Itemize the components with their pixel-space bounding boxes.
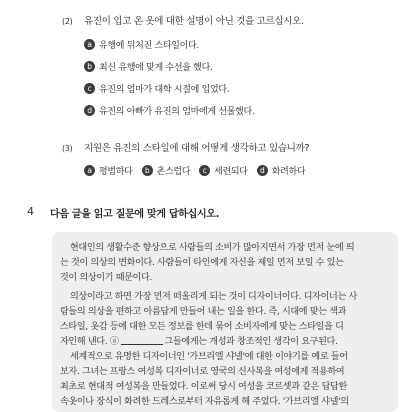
passage-line: 람들의 의상을 편하고 아름답게 만들어 내는 일을 한다. 즉, 시대에 맞는 색과 (60, 307, 347, 317)
option-marker-b: b (142, 165, 153, 176)
passage-line: 최초로 현대적 여성복을 만들었다. 이로써 당시 여성을 코르셋과 같은 답답한 (60, 382, 347, 392)
option-text: 유진의 아빠가 유진의 엄마에게 선물했다. (99, 107, 255, 117)
passage-line: 것이 의상이기 때문이다. (60, 273, 152, 283)
passage-text: 그들에게는 개성과 창조적인 생각이 요구된다. (164, 337, 338, 347)
question-2-number: (2) (62, 17, 73, 26)
answer-blank (121, 336, 163, 345)
passage-line: 세계적으로 유명한 디자이너인 '가브리엘 샤넬'에 대한 이야기를 예로 들어 (70, 352, 348, 362)
option-text: 화려하다 (271, 167, 306, 177)
question-2 (62, 13, 304, 27)
q3-option-d[interactable] (257, 164, 306, 177)
option-marker-a: a (84, 39, 95, 50)
passage-line: 보자. 그녀는 프랑스 여성복 디자이너로 영국의 신사복을 여성에게 적용하여 (60, 367, 345, 377)
section-title: 다음 글을 읽고 질문에 맞게 답하십시오. (50, 209, 220, 220)
passage-line-with-blank (60, 334, 338, 347)
section-number: 4 (27, 205, 34, 218)
question-3-text: 지원은 유진의 스타일에 대해 어떻게 생각하고 있습니까? (84, 143, 310, 154)
option-marker-a: a (84, 165, 95, 176)
passage-line: 현대인의 생활수준 향상으로 사람들의 소비가 많아지면서 가장 먼저 눈에 띄 (70, 243, 355, 253)
option-marker-c: c (84, 83, 95, 94)
question-3 (62, 140, 309, 154)
passage-line: 는 것이 의상의 변화이다. 사람들이 타인에게 자신을 제일 먼저 보일 수 있는 (60, 258, 344, 268)
passage-text: 자인해 낸다. ⓐ (60, 337, 119, 347)
q3-option-c[interactable] (199, 164, 254, 177)
option-marker-d: d (84, 105, 95, 116)
q3-option-b[interactable] (142, 164, 197, 177)
option-marker-d: d (257, 165, 268, 176)
option-text: 최신 유행에 맞게 수선을 했다. (99, 63, 213, 73)
option-text: 유진의 엄마가 대학 시절에 입었다. (99, 85, 230, 95)
passage-line: 속옷이나 장식이 화려한 드레스로부터 자유롭게 해 주었다. '가브리엘 샤넬'의 (60, 397, 349, 407)
q2-option-c[interactable] (84, 82, 229, 95)
q3-option-a[interactable] (84, 164, 139, 177)
question-3-number: (3) (62, 144, 73, 153)
option-text: 촌스럽다 (156, 167, 191, 177)
option-text: 세련되다 (214, 167, 248, 177)
q2-option-a[interactable] (84, 38, 199, 51)
option-text: 평범하다 (99, 167, 133, 177)
option-marker-b: b (84, 61, 95, 72)
q2-option-d[interactable] (84, 104, 255, 117)
question-2-text: 유진이 입고 온 옷에 대한 설명이 아닌 것을 고르십시오. (84, 16, 304, 27)
option-text: 유행에 뒤처진 스타일이다. (99, 41, 200, 51)
passage-line: 스타일, 옷감 등에 대한 모든 정보를 한데 묶어 소비자에게 맞는 스타일을 디 (60, 322, 344, 332)
option-marker-c: c (199, 165, 210, 176)
q2-option-b[interactable] (84, 60, 213, 73)
passage-line: 의상이라고 하면 가장 먼저 떠올리게 되는 것이 디자이너이다. 디자이너는 사 (70, 292, 357, 302)
q3-options (84, 164, 305, 177)
